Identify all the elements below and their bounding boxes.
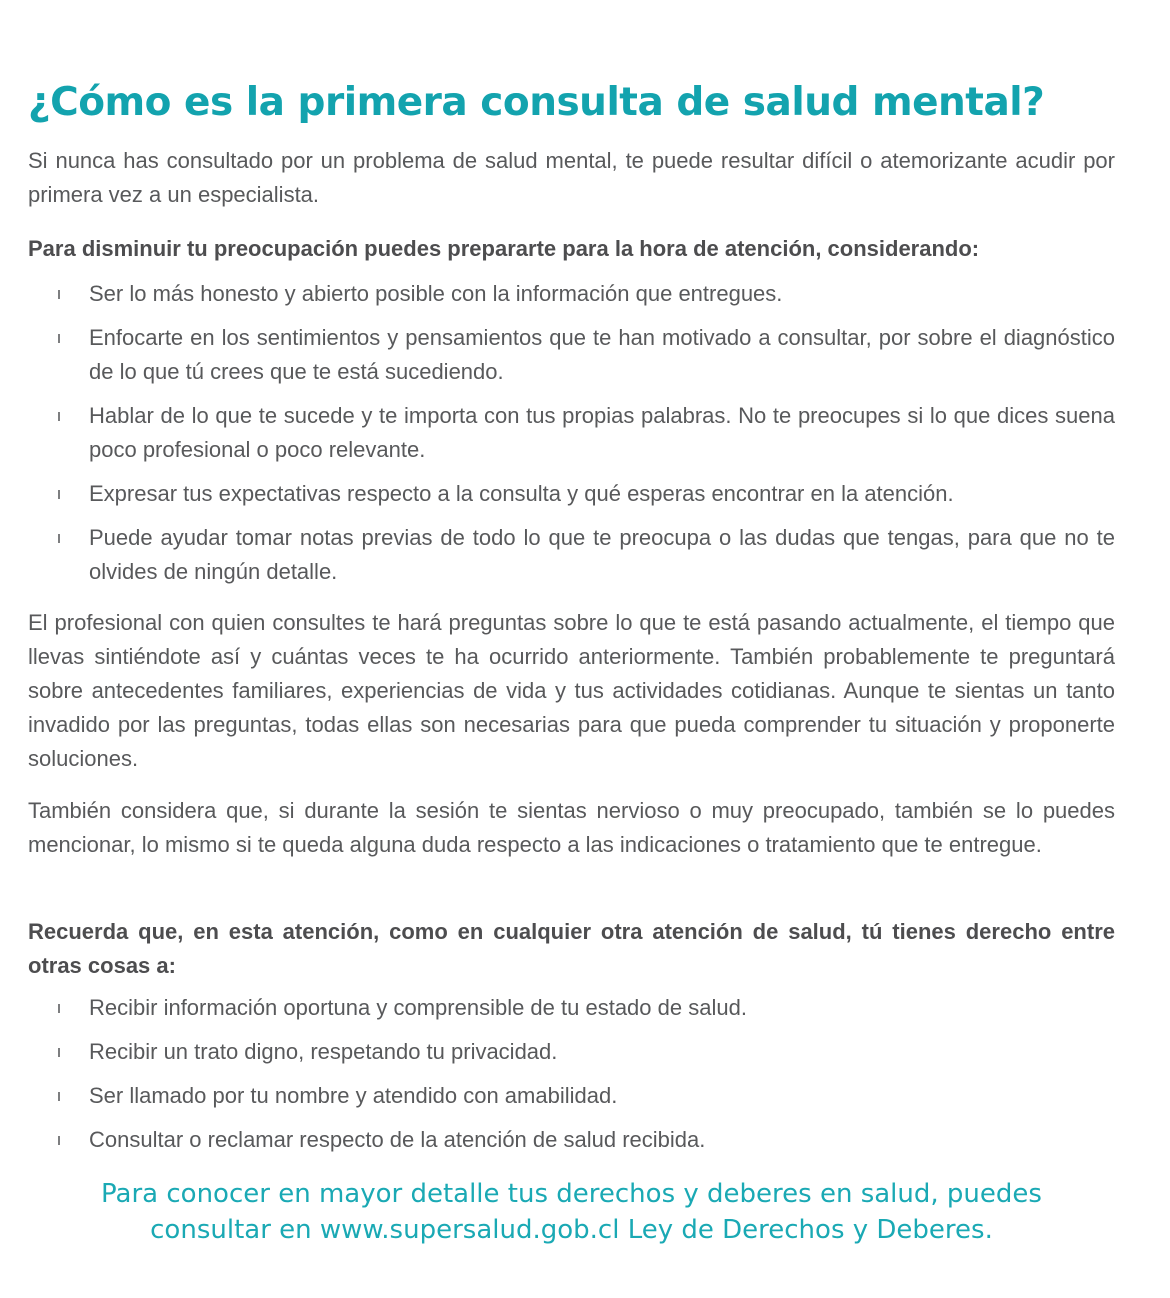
prep-heading: Para disminuir tu preocupación puedes prepararte para la hora de atención, considerando: — [28, 236, 980, 261]
list-item: Enfocarte en los sentimientos y pensamientos que te han motivado a consultar, por sobre el diagnóstico de lo que tú crees que te está sucediendo. — [28, 321, 1115, 389]
list-item: Expresar tus expectativas respecto a la consulta y qué esperas encontrar en la atención. — [28, 477, 1115, 511]
page-title: ¿Cómo es la primera consulta de salud mental? — [28, 80, 1045, 125]
footer-line: consultar en www.supersalud.gob.cl Ley de Derechos y Deberes. — [150, 1215, 993, 1245]
rights-heading: Recuerda que, en esta atención, como en cualquier otra atención de salud, tú tienes derecho entre otras cosas a: — [28, 919, 1115, 978]
footer-note — [28, 1176, 1115, 1248]
rights-list — [28, 991, 1115, 1167]
list-item: Hablar de lo que te sucede y te importa con tus propias palabras. No te preocupes si lo que dices suena poco profesional o poco relevante. — [28, 399, 1115, 467]
bullet-icon — [58, 490, 60, 499]
list-item: Puede ayudar tomar notas previas de todo lo que te preocupa o las dudas que tengas, para que no te olvides de ningún detalle. — [28, 521, 1115, 589]
bullet-icon — [58, 412, 60, 421]
bullet-icon — [58, 1092, 60, 1101]
bullet-icon — [58, 534, 60, 543]
professional-paragraph: El profesional con quien consultes te hará preguntas sobre lo que te está pasando actualmente, el tiempo que llevas sintiéndote así y cuántas veces te ha ocurrido anteriormente. También probablemente te preguntará sobre antecedentes familiares, experiencias de vida y tus actividades cotidianas. Aunque te sientas un tanto invadido por las preguntas, todas ellas son necesarias para que pueda comprender tu situación y proponerte soluciones. — [28, 610, 1115, 771]
list-item: Recibir un trato digno, respetando tu privacidad. — [28, 1035, 1115, 1069]
footer-line: Para conocer en mayor detalle tus derechos y deberes en salud, puedes — [101, 1179, 1042, 1209]
bullet-icon — [58, 1048, 60, 1057]
bullet-icon — [58, 1004, 60, 1013]
bullet-icon — [58, 334, 60, 343]
prep-list — [28, 277, 1115, 599]
list-item: Consultar o reclamar respecto de la atención de salud recibida. — [28, 1123, 1115, 1157]
intro-paragraph: Si nunca has consultado por un problema de salud mental, te puede resultar difícil o atemorizante acudir por primera vez a un especialista. — [28, 148, 1115, 207]
bullet-icon — [58, 290, 60, 299]
list-item: Ser llamado por tu nombre y atendido con amabilidad. — [28, 1079, 1115, 1113]
session-paragraph: También considera que, si durante la sesión te sientas nervioso o muy preocupado, también se lo puedes mencionar, lo mismo si te queda alguna duda respecto a las indicaciones o tratamiento que te entregue. — [28, 798, 1115, 857]
list-item: Ser lo más honesto y abierto posible con la información que entregues. — [28, 277, 1115, 311]
list-item: Recibir información oportuna y comprensible de tu estado de salud. — [28, 991, 1115, 1025]
bullet-icon — [58, 1136, 60, 1145]
